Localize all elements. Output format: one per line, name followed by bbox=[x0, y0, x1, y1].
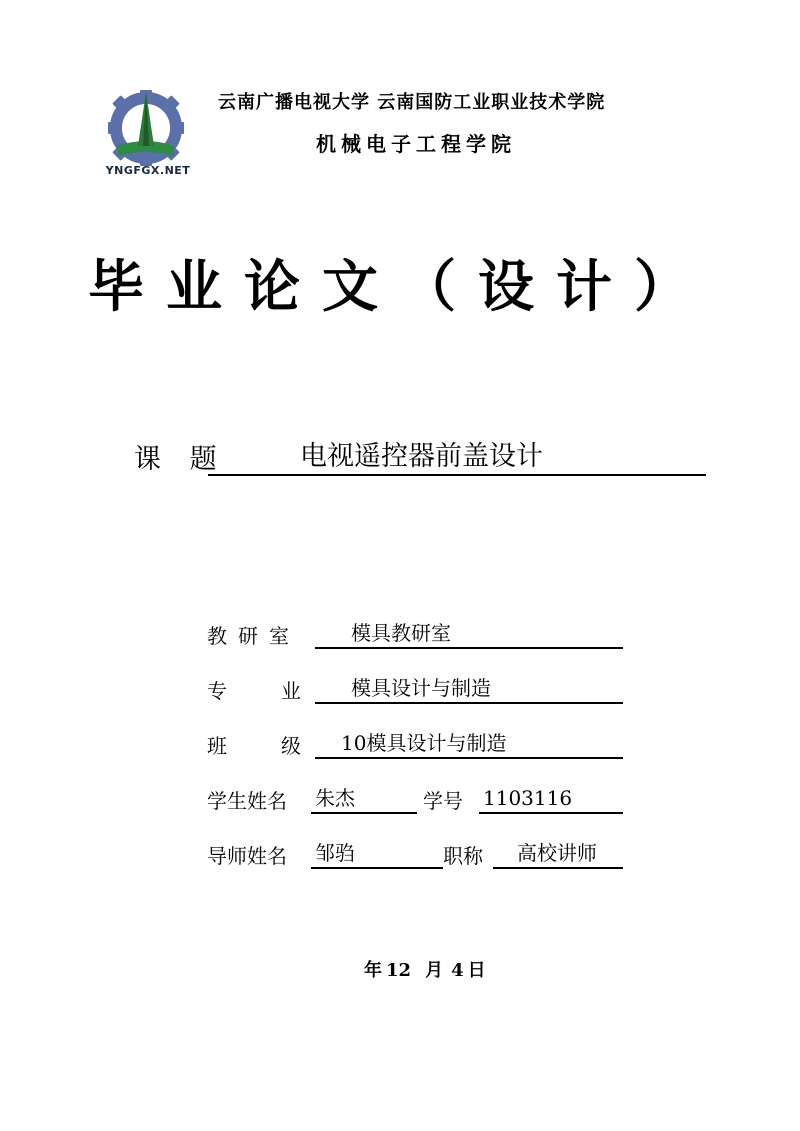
topic-label: 课 题 bbox=[134, 444, 227, 475]
lab-value: 模具教研室 bbox=[315, 619, 623, 649]
major-label bbox=[207, 675, 315, 704]
rank-label: 职称 bbox=[443, 844, 483, 868]
school-name: 机械电子工程学院 bbox=[316, 132, 516, 156]
day-value: 4 bbox=[451, 960, 464, 981]
class-label-char-1: 班 bbox=[207, 734, 227, 758]
lab-row bbox=[207, 594, 627, 649]
month-label: 月 bbox=[425, 960, 444, 981]
id-value: 1103116 bbox=[479, 784, 623, 814]
student-label: 学生姓名 bbox=[207, 789, 287, 813]
student-value: 朱杰 bbox=[311, 784, 417, 814]
class-label bbox=[207, 730, 315, 759]
lab-label: 教研室 bbox=[207, 624, 300, 648]
student-row bbox=[207, 759, 627, 814]
info-block bbox=[207, 594, 627, 869]
year-label: 年 bbox=[364, 960, 382, 981]
major-label-char-2: 业 bbox=[281, 679, 301, 703]
major-value: 模具设计与制造 bbox=[315, 674, 623, 704]
topic-row bbox=[134, 440, 706, 476]
logo-caption: YNGFGX.NET bbox=[105, 164, 191, 177]
day-label: 日 bbox=[467, 960, 486, 981]
gear-tower-emblem-icon bbox=[96, 88, 196, 168]
topic-value: 电视遥控器前盖设计 bbox=[208, 440, 706, 476]
advisor-label: 导师姓名 bbox=[207, 844, 287, 868]
class-row bbox=[207, 704, 627, 759]
id-label: 学号 bbox=[423, 789, 463, 813]
document-title: 毕业论文（设计） bbox=[88, 255, 712, 320]
class-label-char-2: 级 bbox=[281, 734, 301, 758]
advisor-row bbox=[207, 814, 627, 869]
major-row bbox=[207, 649, 627, 704]
rank-value: 高校讲师 bbox=[493, 839, 623, 869]
class-value: 10模具设计与制造 bbox=[315, 729, 623, 759]
institution-names: 云南广播电视大学 云南国防工业职业技术学院 bbox=[218, 92, 606, 113]
date-line bbox=[364, 956, 486, 982]
major-label-char-1: 专 bbox=[207, 679, 227, 703]
month-value: 12 bbox=[386, 960, 412, 981]
advisor-value: 邹驺 bbox=[311, 839, 443, 869]
